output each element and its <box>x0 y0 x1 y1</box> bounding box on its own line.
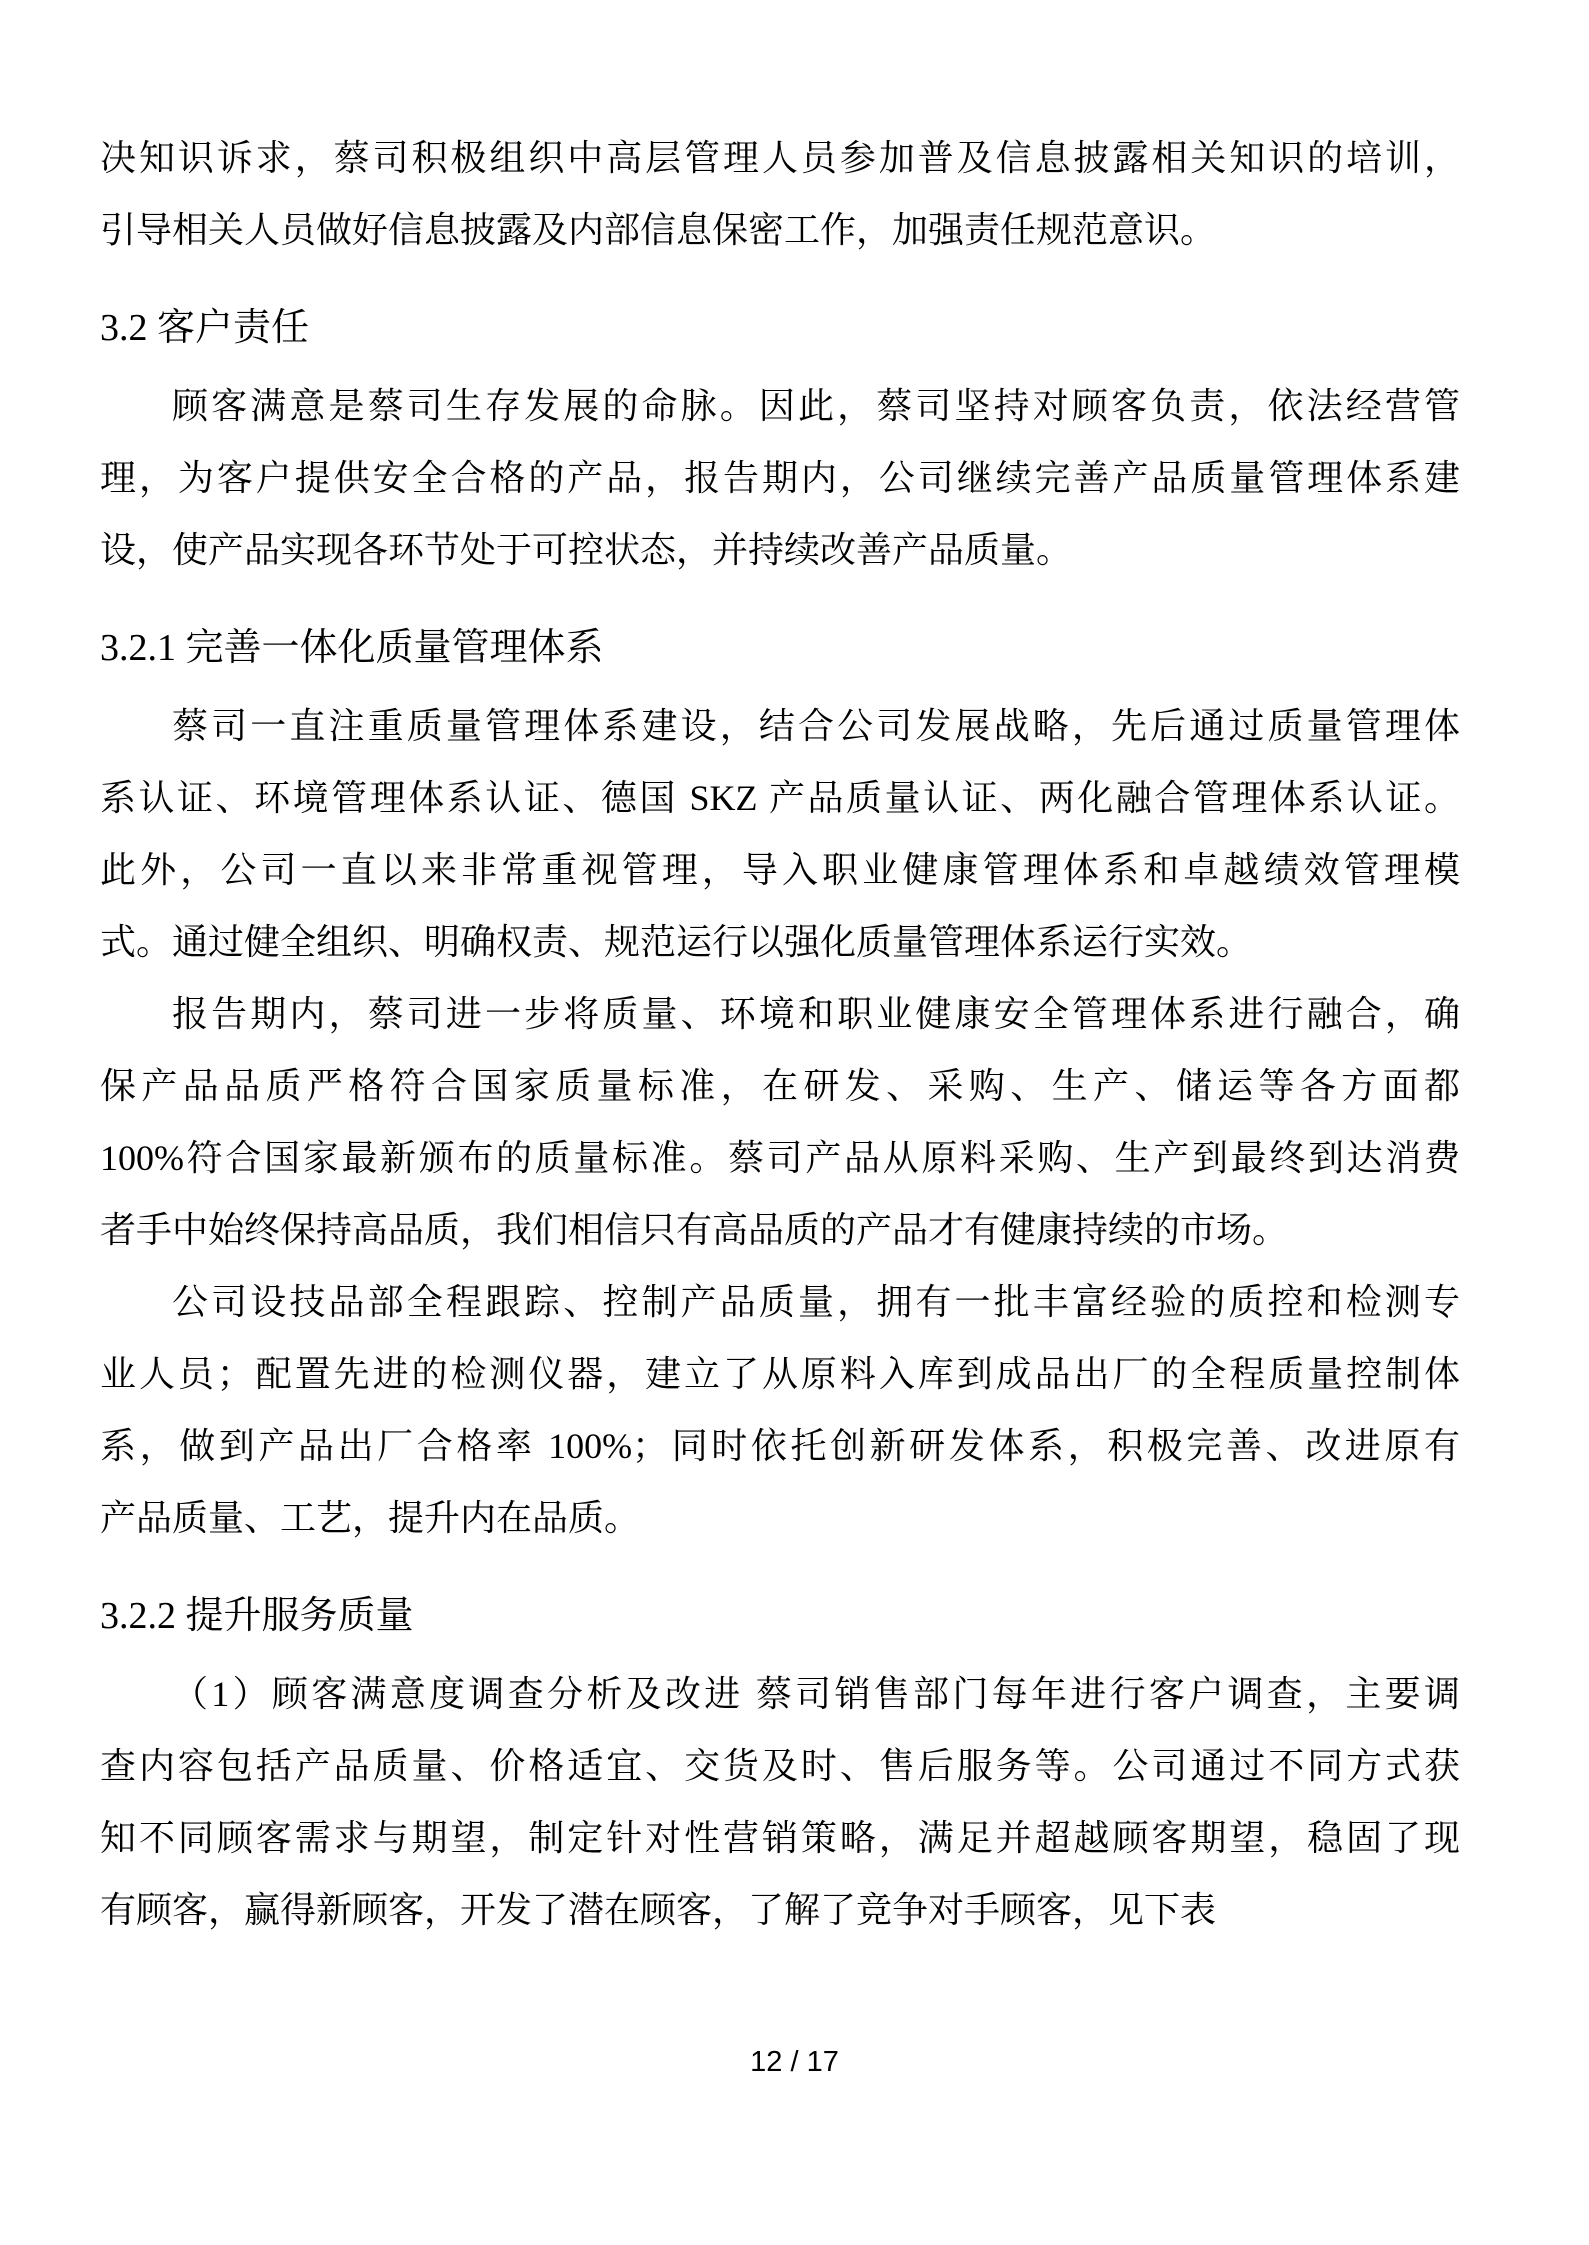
paragraph-line: 设，使产品实现各环节处于可控状态，并持续改善产品质量。 <box>100 530 1073 570</box>
paragraph-line: 业人员；配置先进的检测仪器，建立了从原料入库到成品出厂的全程质量控制体 <box>100 1354 1460 1394</box>
paragraph-line: 系，做到产品出厂合格率 100%；同时依托创新研发体系，积极完善、改进原有 <box>100 1426 1460 1466</box>
paragraph <box>100 122 1460 266</box>
page-footer <box>0 2046 1589 2079</box>
section-heading: 3.2.2 提升服务质量 <box>100 1595 414 1637</box>
paragraph <box>100 690 1460 978</box>
paragraph-line: 保产品品质严格符合国家质量标准，在研发、采购、生产、储运等各方面都 <box>100 1066 1460 1106</box>
paragraph-line: 报告期内，蔡司进一步将质量、环境和职业健康安全管理体系进行融合，确 <box>172 994 1460 1034</box>
paragraph-line: （1）顾客满意度调查分析及改进 蔡司销售部门每年进行客户调查，主要调 <box>172 1674 1460 1714</box>
paragraph-line: 知不同顾客需求与期望，制定针对性营销策略，满足并超越顾客期望，稳固了现 <box>100 1818 1460 1858</box>
section-heading: 3.2 客户责任 <box>100 307 310 349</box>
paragraph-line: 决知识诉求，蔡司积极组织中高层管理人员参加普及信息披露相关知识的培训， <box>100 138 1460 178</box>
paragraph-line: 蔡司一直注重质量管理体系建设，结合公司发展战略，先后通过质量管理体 <box>172 706 1460 746</box>
paragraph-line: 理，为客户提供安全合格的产品，报告期内，公司继续完善产品质量管理体系建 <box>100 458 1460 498</box>
paragraph-line: 此外，公司一直以来非常重视管理，导入职业健康管理体系和卓越绩效管理模 <box>100 850 1460 890</box>
section-heading: 3.2.1 完善一体化质量管理体系 <box>100 627 604 669</box>
paragraph-line: 公司设技品部全程跟踪、控制产品质量，拥有一批丰富经验的质控和检测专 <box>172 1282 1460 1322</box>
paragraph-line: 顾客满意是蔡司生存发展的命脉。因此，蔡司坚持对顾客负责，依法经营管 <box>172 386 1460 426</box>
paragraph-line: 100%符合国家最新颁布的质量标准。蔡司产品从原料采购、生产到最终到达消费 <box>100 1138 1460 1178</box>
paragraph <box>100 1266 1460 1554</box>
paragraph <box>100 978 1460 1266</box>
paragraph-line: 式。通过健全组织、明确权责、规范运行以强化质量管理体系运行实效。 <box>100 922 1253 962</box>
paragraph-line: 查内容包括产品质量、价格适宜、交货及时、售后服务等。公司通过不同方式获 <box>100 1746 1460 1786</box>
paragraph-line: 者手中始终保持高品质，我们相信只有高品质的产品才有健康持续的市场。 <box>100 1210 1289 1250</box>
paragraph-line: 有顾客，赢得新顾客，开发了潜在顾客，了解了竞争对手顾客，见下表 <box>100 1890 1217 1930</box>
paragraph-line: 引导相关人员做好信息披露及内部信息保密工作，加强责任规范意识。 <box>100 210 1217 250</box>
paragraph <box>100 370 1460 586</box>
page-number: 12 / 17 <box>750 2046 839 2078</box>
paragraph-line: 产品质量、工艺，提升内在品质。 <box>100 1498 641 1538</box>
paragraph-line: 系认证、环境管理体系认证、德国 SKZ 产品质量认证、两化融合管理体系认证。 <box>100 778 1460 818</box>
document-body <box>100 122 1460 1946</box>
paragraph <box>100 1658 1460 1946</box>
